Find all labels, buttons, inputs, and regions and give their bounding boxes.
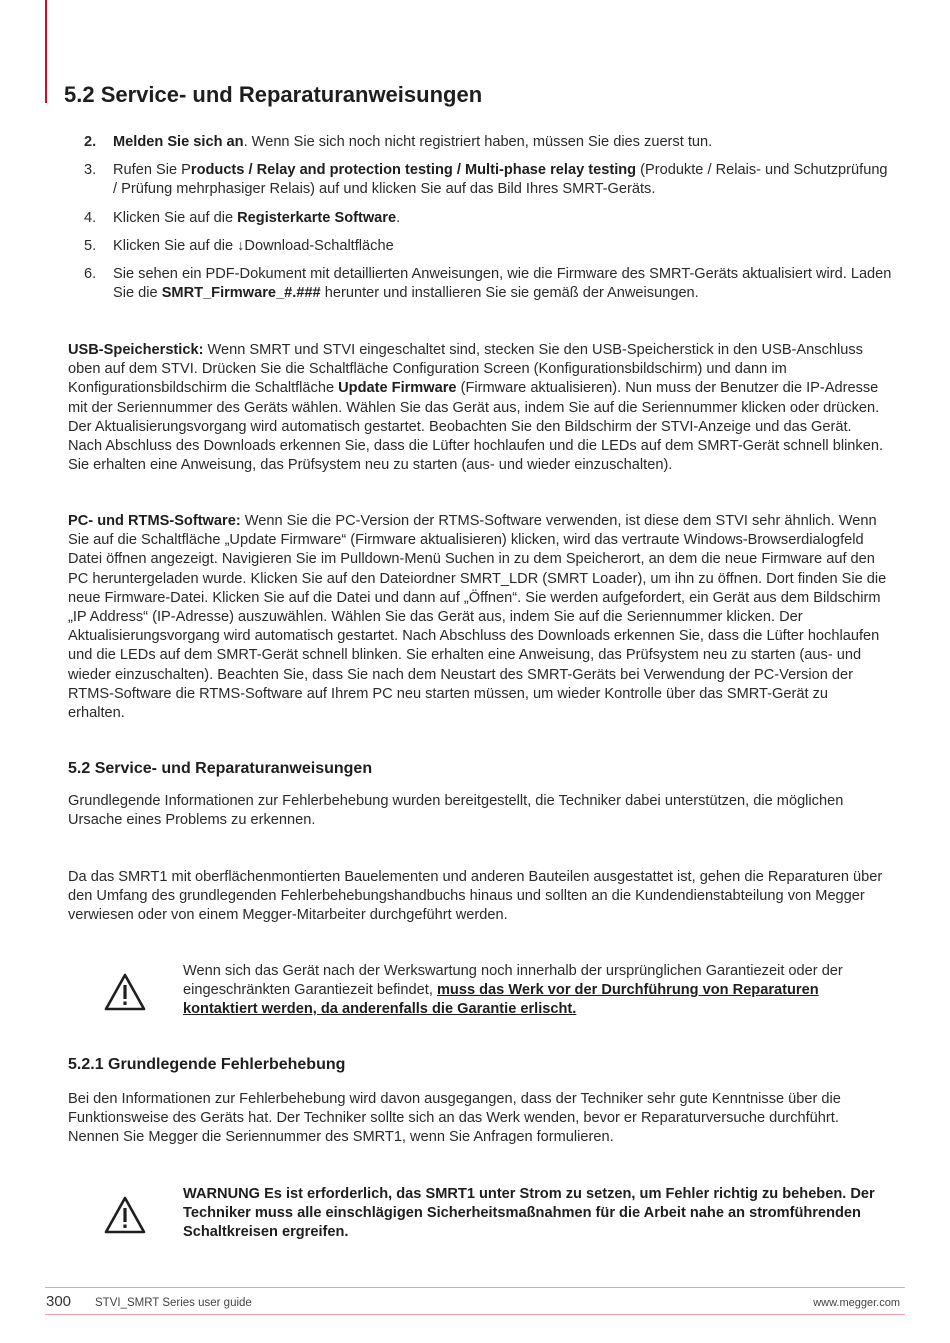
section-5-2-1-heading: 5.2.1 Grundlegende Fehlerbehebung (68, 1056, 346, 1073)
footer-website-link[interactable]: www.megger.com (813, 1297, 900, 1309)
step-number: 2. (84, 134, 97, 150)
step-emphasis: Registerkarte Software (237, 209, 397, 226)
step-item (84, 133, 894, 152)
section-5-2-1-paragraph: Bei den Informationen zur Fehlerbehebung wird davon ausgegangen, dass der Techniker sehr gute Kenntnisse über die Funktionsweise des Geräts hat. Der Techniker sollte sich an das Werk wenden, bevor er Reparaturversuche durchführt. Nennen Sie Megger die Seriennummer des SMRT1, wenn Sie Anfragen formulieren. (68, 1091, 841, 1146)
pc-rtms-label: PC- und RTMS-Software: (68, 513, 241, 529)
step-text: Klicken Sie auf die (113, 209, 238, 226)
warning-triangle-icon (104, 1196, 146, 1234)
live-circuit-warning-text: WARNUNG Es ist erforderlich, das SMRT1 unter Strom zu setzen, um Fehler richtig zu beheben. Der Techniker muss alle einschlägigen Sicherheitsmaßnahmen für die Arbeit nahe an stromführenden Schaltkreisen ergreifen. (183, 1186, 875, 1241)
footer-top-rule (45, 1287, 905, 1288)
step-emphasis: roducts / Relay and protection testing / Multi-phase relay testing (190, 162, 637, 179)
pc-rtms-paragraph (68, 512, 888, 723)
usb-stick-text-2: (Firmware aktualisieren). Nun muss der Benutzer die IP-Adresse mit der Seriennummer des Geräts wählen. Wählen Sie das Gerät aus, indem Sie auf die Seriennummer klicken oder drücken. Der Aktualisierungsvorgang wird automatisch gestartet. Beobachten Sie den Bildschirm der STVI-Anzeige und das Gerät. Nach Abschluss des Downloads erkennen Sie, dass die Lüfter hochlaufen und die LEDs auf dem SMRT-Gerät schnell blinken. Sie erhalten eine Anweisung, das Prüfsystem neu zu starten (aus- und wieder einzuschalten). (68, 380, 884, 474)
instruction-steps (84, 133, 894, 312)
warning-triangle-icon (104, 973, 146, 1011)
warranty-warning-intro: Wenn sich das Gerät nach der Werkswartung noch innerhalb der ursprünglichen Garantiezeit oder der eingeschränkten Garantiezeit befindet, (183, 963, 843, 999)
step-item (84, 237, 894, 256)
step-text: Sie sehen ein PDF-Dokument mit detaillierten Anweisungen, wie die Firmware des SMRT-Geräts aktualisiert wird. Laden Sie die (113, 266, 892, 302)
page-title: 5.2 Service- und Reparaturanweisungen (64, 82, 483, 107)
footer-page-number: 300 (46, 1293, 72, 1310)
usb-stick-label: USB-Speicherstick: (68, 342, 204, 358)
step-item (84, 161, 894, 199)
section-5-2-heading: 5.2 Service- und Reparaturanweisungen (68, 760, 373, 777)
warranty-warning-emphasis: muss das Werk vor der Durchführung von Reparaturen kontaktiert werden, da anderenfalls die Garantie erlischt. (183, 982, 819, 1018)
step-number: 5. (84, 237, 97, 254)
step-text: herunter und installieren Sie sie gemäß der Anweisungen. (320, 285, 699, 302)
update-firmware-term: Update Firmware (338, 380, 457, 397)
step-emphasis: SMRT_Firmware_#.### (161, 285, 321, 302)
step-text: Klicken Sie auf die ↓Download-Schaltfläche (113, 237, 394, 254)
pc-rtms-text: Wenn Sie die PC-Version der RTMS-Software verwenden, ist diese dem STVI sehr ähnlich. Wenn Sie auf die Schaltfläche „Update Firmware“ (Firmware aktualisieren) klicken, wird das vertraute Windows-Browserdialogfeld Datei öffnen angezeigt. Navigieren Sie im Pulldown-Menü Suchen in zu dem Speicherort, an dem die neue Firmware auf den PC heruntergeladen wurde. Klicken Sie auf den Dateiordner SMRT_LDR (SMRT Loader), um ihn zu öffnen. Dort finden Sie die neue Firmware-Datei. Klicken Sie auf die Datei und dann auf „Öffnen“. Sie werden aufgefordert, ein Gerät aus dem Bildschirm „IP Address“ (IP-Adresse) auszuwählen. Wählen Sie das Gerät aus, indem Sie auf die Seriennummer klicken. Der Aktualisierungsvorgang wird automatisch gestartet. Nach Abschluss des Downloads erkennen Sie, dass die Lüfter hochlaufen und die LEDs auf dem SMRT-Gerät schnell blinken. Sie erhalten eine Anweisung, das Prüfsystem neu zu starten (aus- und wieder einzuschalten). Beachten Sie, dass Sie nach dem Neustart des SMRT-Geräts bei Verwendung der PC-Version der RTMS-Software die RTMS-Software auf Ihrem PC neu starten müssen, um wieder Kontrolle über das SMRT-Gerät zu erhalten. (68, 513, 887, 722)
step-number: 6. (84, 266, 97, 283)
step-item (84, 209, 894, 228)
step-text: . (396, 209, 401, 226)
side-accent-rule (45, 0, 47, 103)
step-number: 4. (84, 209, 97, 226)
warranty-warning-text (183, 962, 893, 1020)
footer-bottom-rule (45, 1314, 905, 1315)
step-item (84, 265, 894, 303)
step-emphasis: Melden Sie sich an (113, 134, 244, 150)
usb-stick-text-1: Wenn SMRT und STVI eingeschaltet sind, stecken Sie den USB-Speicherstick in den USB-Anschluss oben auf dem STVI. Drücken Sie die Schaltfläche Configuration Screen (Konfigurationsbildschirm) und dann im Konfigurationsbildschirm die Schaltfläche (68, 342, 863, 397)
section-5-2-paragraph-2: Da das SMRT1 mit oberflächenmontierten Bauelementen und anderen Bauteilen ausgestattet ist, gehen die Reparaturen über den Umfang des grundlegenden Fehlerbehebungshandbuchs hinaus und sollten an die Kundendienstabteilung von Megger verwiesen oder von einem Megger-Mitarbeiter durchgeführt werden. (68, 869, 883, 924)
step-number: 3. (84, 162, 97, 179)
step-text: . Wenn Sie sich noch nicht registriert haben, müssen Sie dies zuerst tun. (243, 134, 713, 150)
step-text: Rufen Sie P (113, 162, 191, 179)
footer-guide-title: STVI_SMRT Series user guide (95, 1297, 252, 1309)
step-text: (Produkte / Relais- und Schutzprüfung / Prüfung mehrphasiger Relais) auf und klicken Sie auf das Bild Ihres SMRT-Geräts. (113, 162, 888, 198)
section-5-2-paragraph-1: Grundlegende Informationen zur Fehlerbehebung wurden bereitgestellt, die Techniker dabei unterstützen, die möglichen Ursache eines Problems zu erkennen. (68, 793, 844, 829)
usb-stick-paragraph (68, 341, 888, 475)
